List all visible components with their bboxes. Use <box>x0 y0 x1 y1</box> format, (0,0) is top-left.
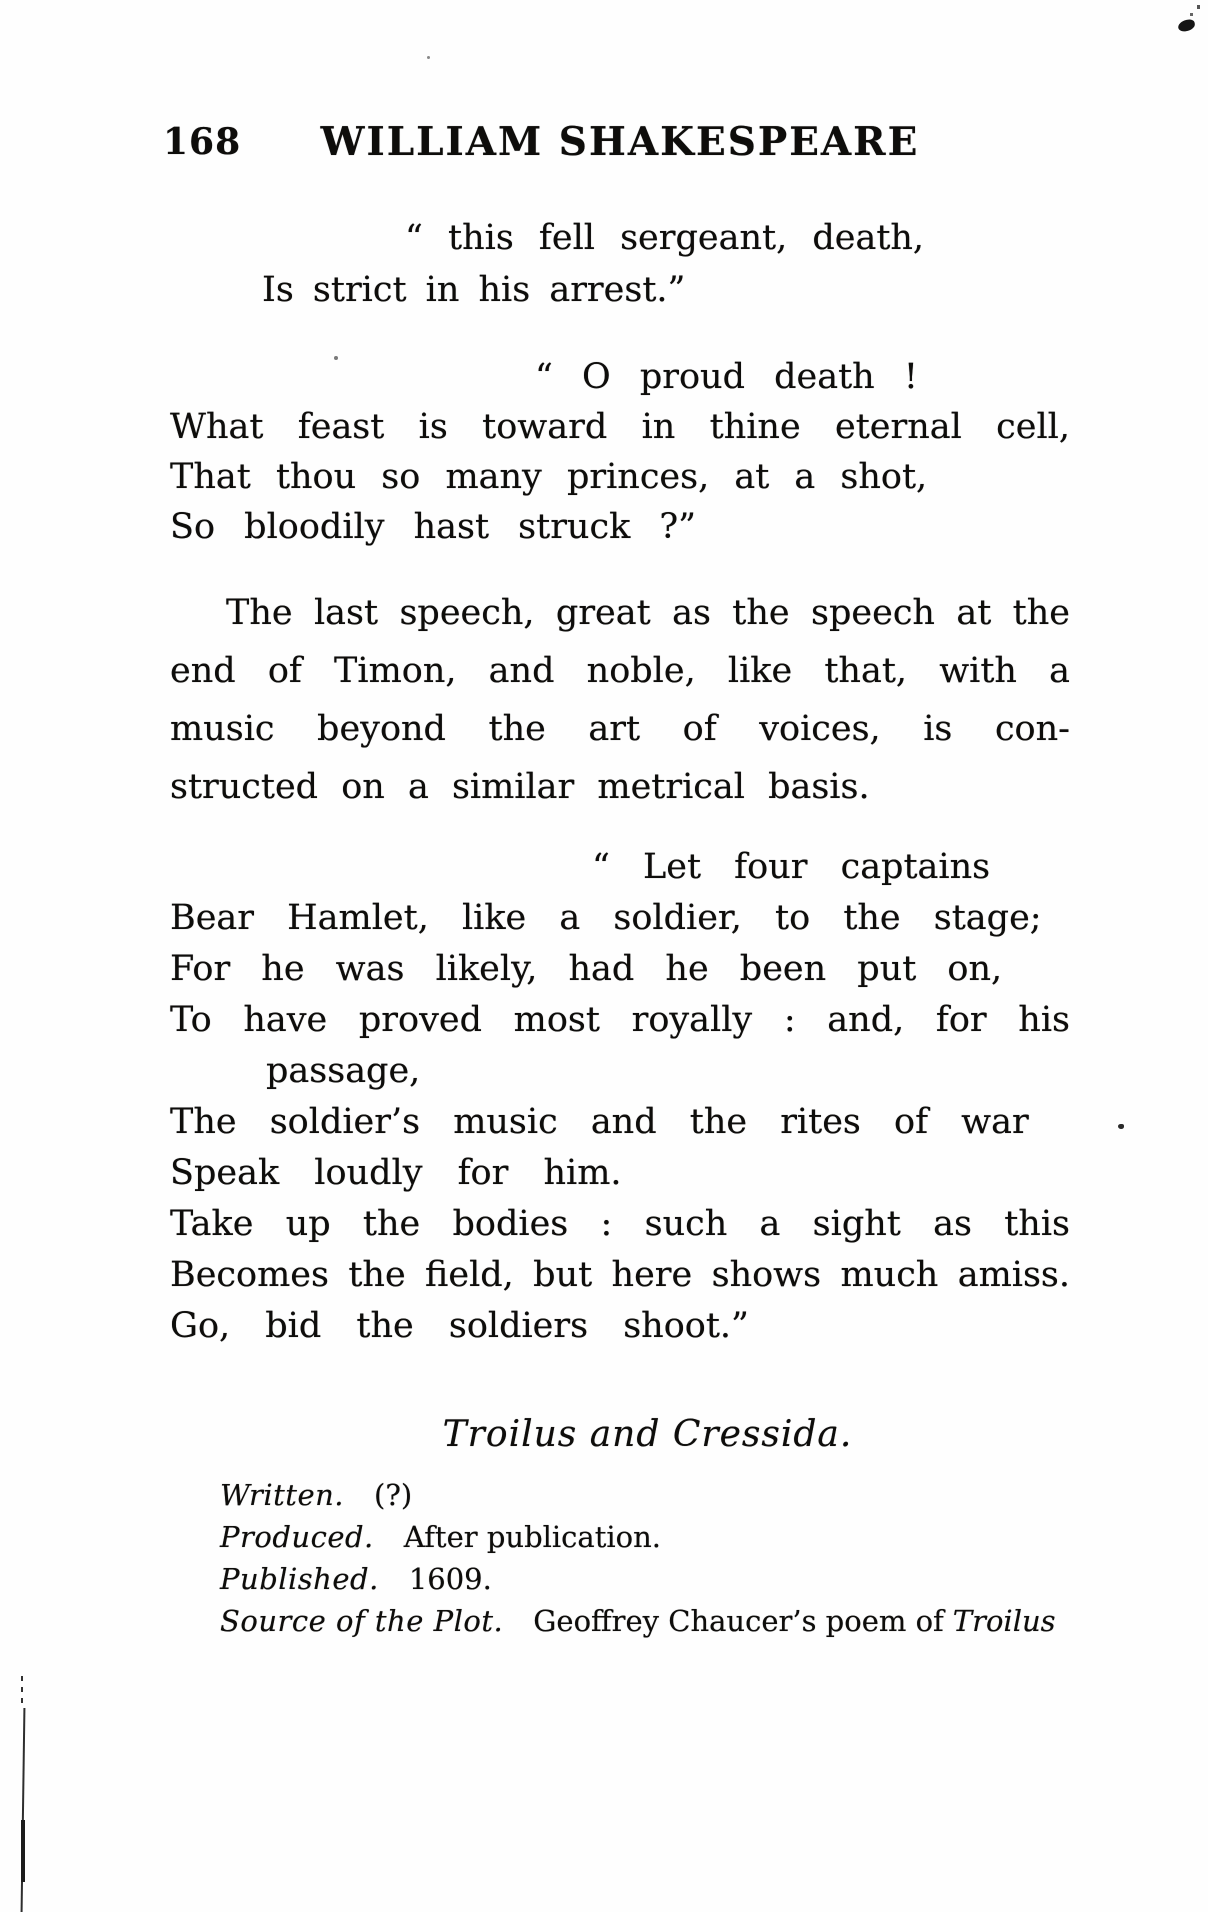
commentary-paragraph <box>170 584 1070 816</box>
verse-line: “ O proud death ! <box>535 357 918 397</box>
verse-line: To have proved most royally : and, for his <box>170 1000 1070 1040</box>
text-line: The last speech, great as the speech at the <box>226 593 1070 633</box>
verse-line: Becomes the field, but here shows much amiss. <box>170 1255 1070 1295</box>
verse-line: Take up the bodies : such a sight as this <box>170 1204 1070 1244</box>
detail-label: Written. <box>220 1478 345 1512</box>
verse-line: passage, <box>266 1051 421 1091</box>
text-line: structed on a similar metrical basis. <box>170 767 870 807</box>
ink-speck <box>334 356 338 360</box>
quote-proud-death <box>170 352 1070 552</box>
ink-speck <box>427 56 430 59</box>
quote-four-captains <box>170 842 1070 1352</box>
ink-speck <box>1197 5 1200 9</box>
verse-line: Bear Hamlet, like a soldier, to the stage; <box>170 898 1042 938</box>
detail-row <box>220 1516 1100 1558</box>
detail-value: 1609. <box>408 1562 492 1596</box>
verse-line: For he was likely, had he been put on, <box>170 949 1003 989</box>
verse-line: The soldier’s music and the rites of war <box>170 1102 1029 1142</box>
section-title: Troilus and Cressida. <box>442 1414 853 1455</box>
detail-row <box>220 1474 1100 1516</box>
verse-line: “ Let four captains <box>592 847 991 887</box>
verse-line: “ this fell sergeant, death, <box>405 218 925 258</box>
detail-row <box>220 1558 1100 1600</box>
verse-line: Go, bid the soldiers shoot.” <box>170 1306 749 1346</box>
page-number: 168 <box>163 121 242 163</box>
scan-edge-mark <box>21 1676 23 1708</box>
running-title: WILLIAM SHAKESPEARE <box>320 119 920 165</box>
scan-edge-mark <box>21 1820 25 1882</box>
quote-fell-sergeant <box>170 212 1070 316</box>
play-details <box>220 1474 1100 1642</box>
ink-blot <box>1177 18 1196 32</box>
verse-line: So bloodily hast struck ?” <box>170 507 697 547</box>
detail-value: After publication. <box>403 1520 661 1554</box>
page-header <box>163 118 1070 166</box>
detail-value: Geoffrey Chaucer’s poem of <box>533 1604 944 1638</box>
verse-line: That thou so many princes, at a shot, <box>170 457 928 497</box>
verse-line: Is strict in his arrest.” <box>262 270 686 310</box>
ink-speck <box>1118 1124 1124 1129</box>
detail-row <box>220 1600 1100 1642</box>
verse-line: What feast is toward in thine eternal cell, <box>170 407 1070 447</box>
verse-line: Speak loudly for him. <box>170 1153 622 1193</box>
text-line: music beyond the art of voices, is con- <box>170 709 1070 749</box>
ink-speck <box>1190 13 1193 16</box>
detail-value: (?) <box>374 1478 413 1512</box>
detail-label: Produced. <box>220 1520 374 1554</box>
detail-value-italic: Troilus <box>952 1604 1056 1638</box>
detail-label: Published. <box>220 1562 379 1596</box>
detail-label: Source of the Plot. <box>220 1604 504 1638</box>
text-line: end of Timon, and noble, like that, with a <box>170 651 1070 691</box>
